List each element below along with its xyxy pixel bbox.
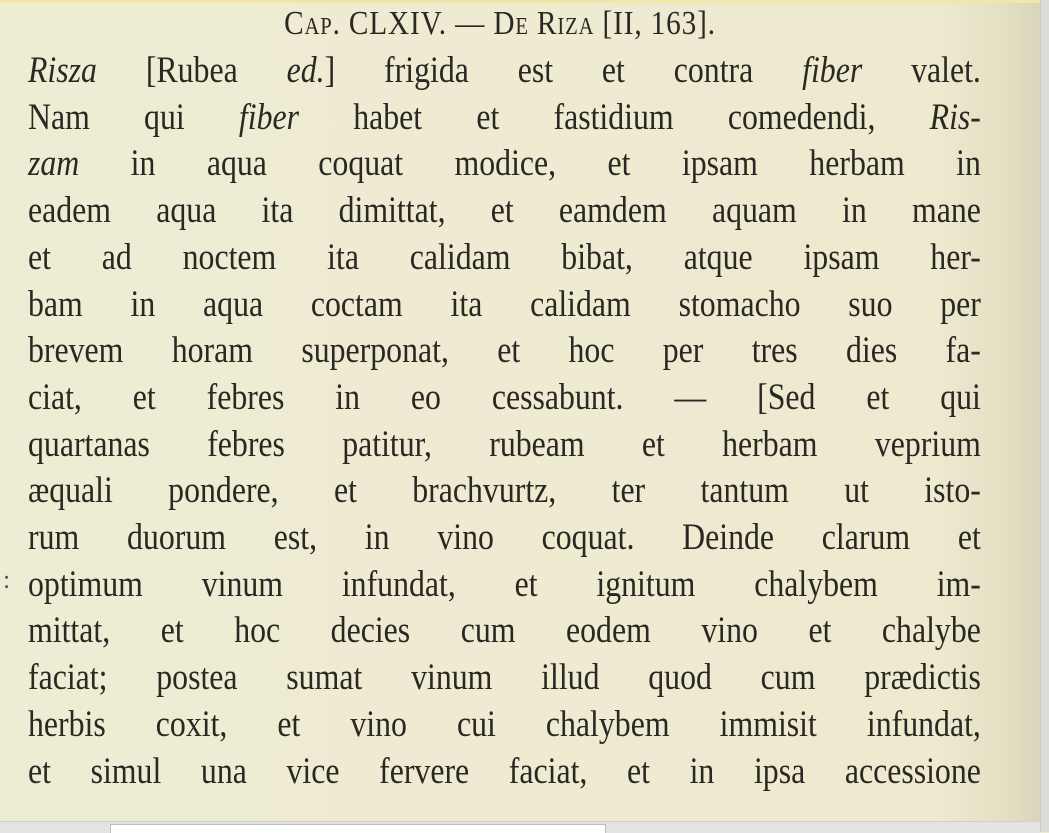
text-segment: bam in aqua coctam ita calidam stomacho suo per <box>28 283 981 325</box>
italic-text: fiber <box>238 96 300 138</box>
italic-text: ed. <box>286 50 325 91</box>
text-line <box>28 142 981 186</box>
text-line <box>28 469 981 513</box>
italic-text: Ris- <box>929 96 981 138</box>
text-line <box>28 609 981 653</box>
text-line <box>28 563 981 607</box>
text-line <box>28 423 981 467</box>
text-segment: optimum vinum infundat, et ignitum chalybem im- <box>28 563 981 605</box>
text-line <box>28 96 981 140</box>
text-segment: rum duorum est, in vino coquat. Deinde clarum et <box>28 517 981 558</box>
text-segment: æquali pondere, et brachvurtz, ter tantum ut isto- <box>28 470 981 512</box>
text-segment: et ad noctem ita calidam bibat, atque ipsam her- <box>28 236 981 278</box>
text-segment: Nam qui <box>28 96 239 138</box>
text-segment: mittat, et hoc decies cum eodem vino et chalybe <box>28 610 981 652</box>
text-segment: valet. <box>862 50 981 91</box>
italic-text: zam <box>28 143 80 185</box>
vertical-scrollbar[interactable] <box>1040 0 1049 832</box>
text-segment: et simul una vice fervere faciat, et in ipsa accessione <box>28 750 981 792</box>
text-segment: in aqua coquat modice, et ipsam herbam in <box>79 143 981 185</box>
text-line <box>28 49 981 93</box>
scanned-page <box>0 3 1040 821</box>
text-segment: habet et fastidium comedendi, <box>299 96 930 138</box>
text-line <box>28 703 981 747</box>
text-line <box>28 189 981 233</box>
text-segment: faciat; postea sumat vinum illud quod cum prædictis <box>28 657 981 699</box>
text-line <box>28 329 981 373</box>
text-segment: ciat, et febres in eo cessabunt. — [Sed et qui <box>28 376 981 418</box>
italic-text: fiber <box>802 50 863 91</box>
italic-text: Risza <box>28 50 97 91</box>
text-line <box>28 750 981 794</box>
text-line <box>28 283 981 327</box>
margin-mark: : <box>3 565 11 594</box>
text-line <box>28 516 981 560</box>
text-segment: brevem horam superponat, et hoc per tres dies fa- <box>28 330 981 372</box>
text-line <box>28 376 981 420</box>
text-segment: herbis coxit, et vino cui chalybem immisit infundat, <box>28 703 981 745</box>
text-line <box>28 656 981 700</box>
text-segment: ] frigida est et contra <box>324 50 803 91</box>
text-segment: quartanas febres patitur, rubeam et herbam veprium <box>28 423 981 465</box>
text-segment: eadem aqua ita dimittat, et eamdem aquam in mane <box>28 190 981 232</box>
text-segment: [Rubea <box>96 50 287 91</box>
chapter-title: Cap. CLXIV. — De Riza [II, 163]. <box>284 5 716 42</box>
text-line <box>28 236 981 280</box>
